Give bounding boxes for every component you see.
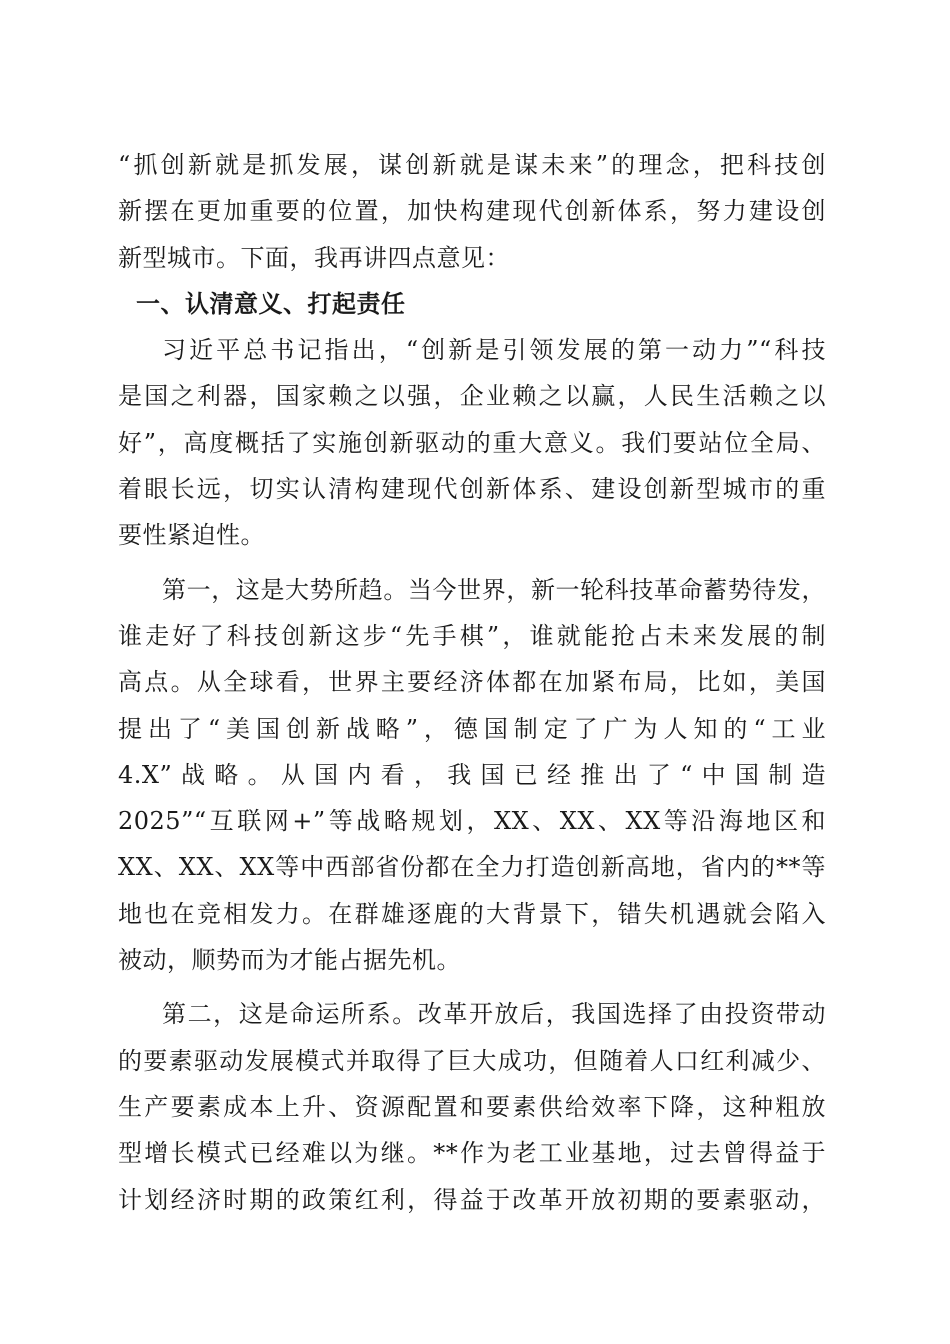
text-line: 第二，这是命运所系。改革开放后，我国选择了由投资带动 bbox=[162, 1000, 826, 1029]
text-line: 高点。从全球看，世界主要经济体都在加紧布局，比如，美国 bbox=[118, 668, 826, 697]
text-line: 2025”“互联网+”等战略规划，XX、XX、XX等沿海地区和 bbox=[118, 807, 826, 836]
text-line: 好”，高度概括了实施创新驱动的重大意义。我们要站位全局、 bbox=[118, 428, 826, 457]
text-line: 被动，顺势而为才能占据先机。 bbox=[118, 946, 461, 975]
text-line: 是国之利器，国家赖之以强，企业赖之以赢，人民生活赖之以 bbox=[118, 382, 826, 411]
text-line: 着眼长远，切实认清构建现代创新体系、建设创新型城市的重 bbox=[118, 475, 826, 504]
text-line: 型增长模式已经难以为继。**作为老工业基地，过去曾得益于 bbox=[118, 1139, 826, 1168]
text-line: 新型城市。下面，我再讲四点意见： bbox=[118, 243, 510, 272]
text-line: 要性紧迫性。 bbox=[118, 521, 265, 550]
paragraph-destiny bbox=[118, 991, 826, 1222]
section-heading: 一、认清意义、打起责任 bbox=[136, 289, 406, 318]
text-line: 4.X”战略。从国内看，我国已经推出了“中国制造 bbox=[118, 760, 826, 789]
text-line: 习近平总书记指出，“创新是引领发展的第一动力”“科技 bbox=[162, 336, 826, 365]
text-line: “抓创新就是抓发展，谋创新就是谋未来”的理念，把科技创 bbox=[118, 151, 826, 179]
text-line: XX、XX、XX等中西部省份都在全力打造创新高地，省内的**等 bbox=[118, 853, 826, 882]
text-line: 地也在竞相发力。在群雄逐鹿的大背景下，错失机遇就会陷入 bbox=[118, 899, 826, 928]
intro-paragraph bbox=[118, 142, 826, 281]
text-line: 新摆在更加重要的位置，加快构建现代创新体系，努力建设创 bbox=[118, 197, 826, 226]
text-line: 谁走好了科技创新这步“先手棋”，谁就能抢占未来发展的制 bbox=[118, 621, 826, 650]
text-line: 计划经济时期的政策红利，得益于改革开放初期的要素驱动， bbox=[118, 1185, 826, 1214]
text-line: 第一，这是大势所趋。当今世界，新一轮科技革命蓄势待发， bbox=[162, 575, 826, 604]
paragraph-trend bbox=[118, 567, 826, 984]
paragraph-significance bbox=[118, 327, 826, 558]
text-line: 提出了“美国创新战略”，德国制定了广为人知的“工业 bbox=[118, 714, 826, 743]
text-line: 的要素驱动发展模式并取得了巨大成功，但随着人口红利减少、 bbox=[118, 1046, 826, 1075]
text-line: 生产要素成本上升、资源配置和要素供给效率下降，这种粗放 bbox=[118, 1092, 826, 1121]
document-body bbox=[118, 142, 826, 1223]
